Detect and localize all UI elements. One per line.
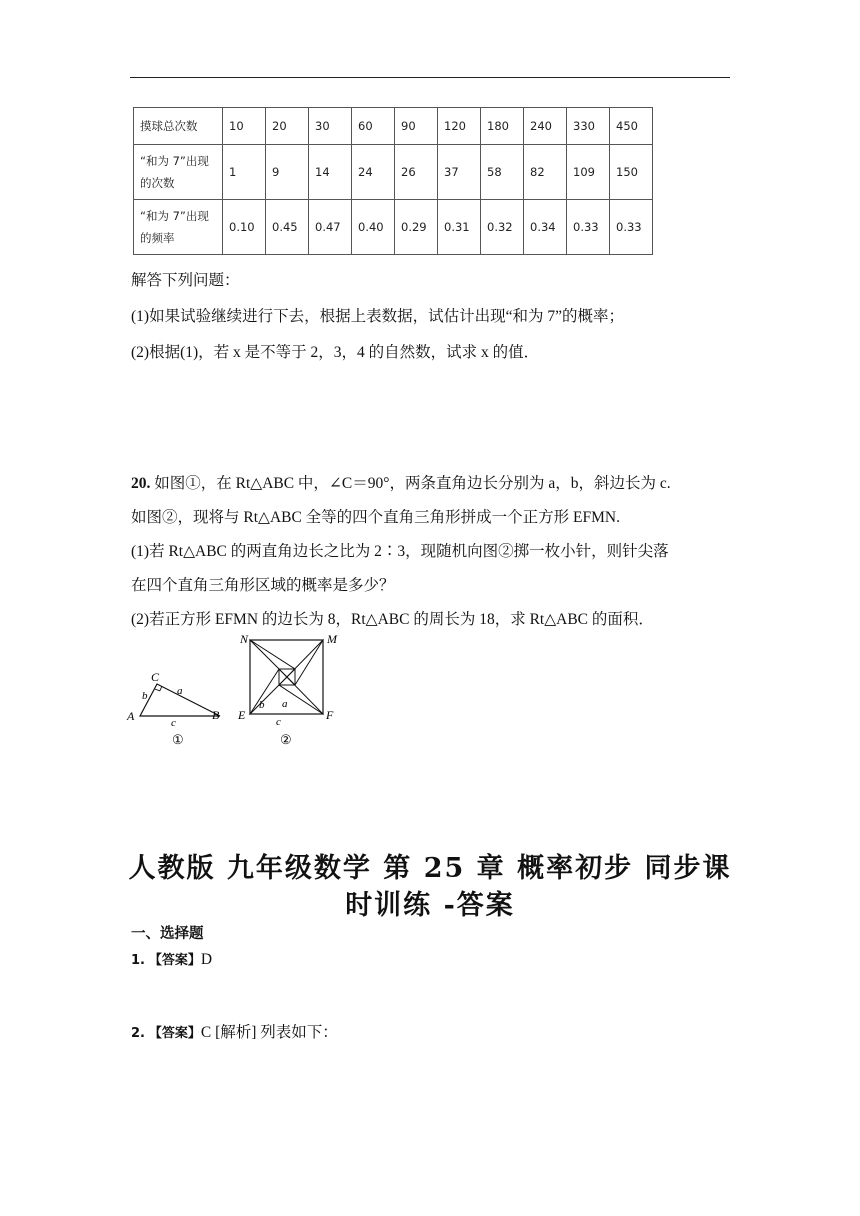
table-cell: 1 <box>223 145 266 200</box>
answer-text: C [解析] 列表如下： <box>200 1024 338 1041</box>
vertex-C-label: C <box>151 670 160 684</box>
table-cell: 0.10 <box>223 200 266 255</box>
vertex-M-label: M <box>327 632 337 646</box>
table-cell: 0.47 <box>309 200 352 255</box>
table-cell: 450 <box>610 108 653 145</box>
table-cell: 180 <box>481 108 524 145</box>
q20-line4: 在四个直角三角形区域的概率是多少？ <box>131 577 395 594</box>
table-cell: 82 <box>524 145 567 200</box>
table-cell: 330 <box>567 108 610 145</box>
side-a-label: a <box>177 685 183 697</box>
side-b-label: b <box>259 699 265 711</box>
figure-1-caption: ① <box>172 732 184 747</box>
figure-1-triangle <box>125 665 225 750</box>
table-cell: 10 <box>223 108 266 145</box>
vertex-A-label: A <box>127 709 135 723</box>
q20-line5: (2)若正方形 EFMN 的边长为 8，Rt△ABC 的周长为 18，求 Rt△ABC 的面积． <box>131 611 654 628</box>
figure-2-caption: ② <box>280 732 292 747</box>
q19-part1: (1)如果试验继续进行下去，根据上表数据，试估计出现“和为 7”的概率； <box>131 308 624 325</box>
table-cell: 0.40 <box>352 200 395 255</box>
q19-intro: 解答下列问题： <box>131 272 240 289</box>
answer-number: 1. <box>131 953 145 968</box>
q20-number: 20. <box>131 475 151 492</box>
vertex-F-label: F <box>326 708 334 722</box>
table-cell: 90 <box>395 108 438 145</box>
table-cell: 0.31 <box>438 200 481 255</box>
table-cell: 109 <box>567 145 610 200</box>
answer-title-line2: 时训练 -答案 <box>345 890 515 921</box>
q19-part2: (2)根据(1)，若 x 是不等于 2，3，4 的自然数，试求 x 的值． <box>131 344 540 361</box>
q20-line3: (1)若 Rt△ABC 的两直角边长之比为 2∶3，现随机向图②掷一枚小针，则针尖落 <box>131 543 669 560</box>
q20-text: 如图①，在 Rt△ABC 中，∠C＝90°，两条直角边长分别为 a，b，斜边长为 c. <box>154 475 671 492</box>
section-heading: 一、选择题 <box>131 926 204 942</box>
table-cell: 0.33 <box>610 200 653 255</box>
table-row <box>134 200 653 255</box>
table-cell: 0.45 <box>266 200 309 255</box>
table-cell: 37 <box>438 145 481 200</box>
table-cell: 240 <box>524 108 567 145</box>
table-row <box>134 145 653 200</box>
answer-tag: 【答案】 <box>148 1026 201 1041</box>
table-cell: 120 <box>438 108 481 145</box>
side-c-label: c <box>276 716 281 728</box>
side-b-label: b <box>142 690 148 702</box>
table-cell: 60 <box>352 108 395 145</box>
answer-number: 2. <box>131 1026 145 1041</box>
answer-2 <box>131 1020 338 1042</box>
table-cell: 0.33 <box>567 200 610 255</box>
table-cell: 58 <box>481 145 524 200</box>
table-cell: 26 <box>395 145 438 200</box>
q20-line1 <box>131 471 671 493</box>
side-a-label: a <box>282 698 288 710</box>
answer-title-line1: 人教版 九年级数学 第 25 章 概率初步 同步课 <box>128 853 732 884</box>
table-cell: 9 <box>266 145 309 200</box>
vertex-B-label: B <box>212 708 220 722</box>
table-cell: 20 <box>266 108 309 145</box>
table-cell: 0.32 <box>481 200 524 255</box>
answer-tag: 【答案】 <box>148 953 201 968</box>
table-cell: 30 <box>309 108 352 145</box>
vertex-E-label: E <box>238 708 246 722</box>
table-cell: 0.34 <box>524 200 567 255</box>
table-cell: 24 <box>352 145 395 200</box>
q20-line2: 如图②，现将与 Rt△ABC 全等的四个直角三角形拼成一个正方形 EFMN. <box>131 509 621 526</box>
row-header: 摸球总次数 <box>134 108 223 145</box>
row-header: “和为 7”出现的频率 <box>134 200 223 255</box>
figure-2-square <box>233 628 348 750</box>
answer-text: D <box>200 951 213 968</box>
frequency-table <box>133 107 653 255</box>
table-row <box>134 108 653 145</box>
answer-1 <box>131 949 212 969</box>
side-c-label: c <box>171 717 176 729</box>
table-cell: 14 <box>309 145 352 200</box>
vertex-N-label: N <box>240 632 249 646</box>
table-cell: 150 <box>610 145 653 200</box>
header-rule <box>130 77 730 78</box>
row-header: “和为 7”出现的次数 <box>134 145 223 200</box>
table-cell: 0.29 <box>395 200 438 255</box>
